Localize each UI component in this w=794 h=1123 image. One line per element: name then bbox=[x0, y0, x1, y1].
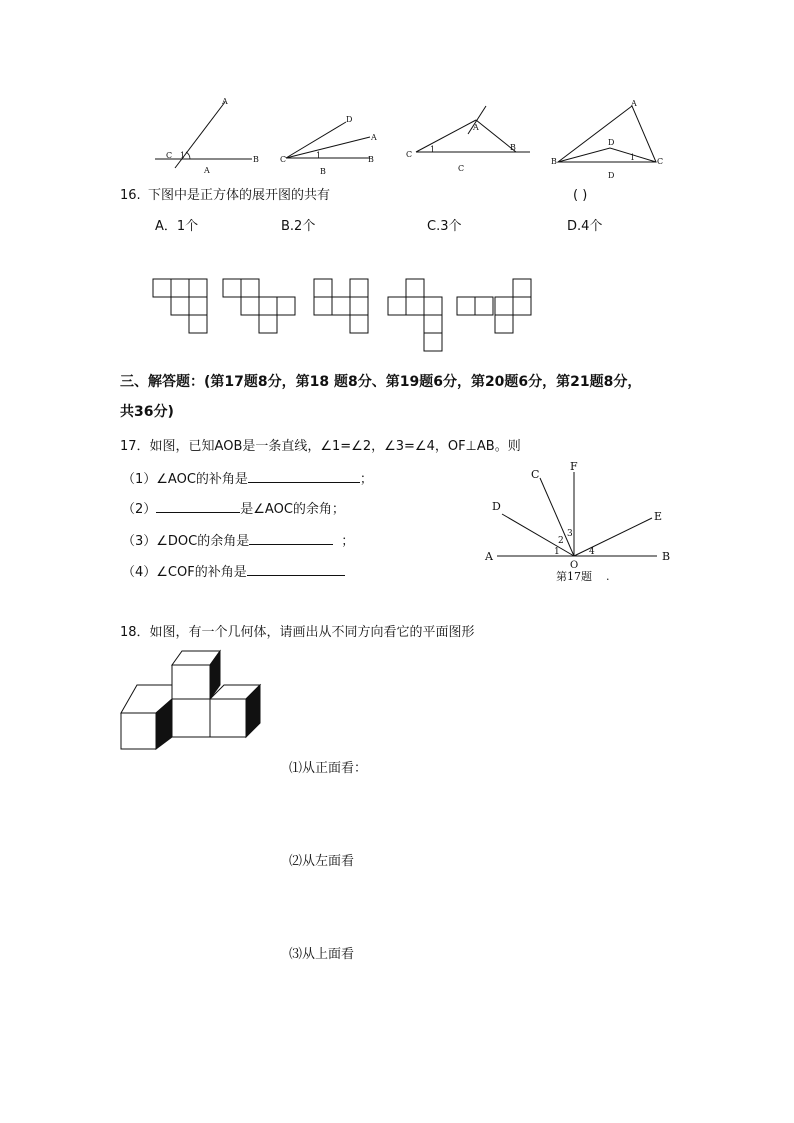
q16-cube-nets bbox=[150, 277, 540, 355]
fig3-label-C-left: C bbox=[406, 150, 413, 159]
q17-item-4-prefix: （4）∠COF的补角是 bbox=[122, 565, 247, 580]
q17-item-2-prefix: （2） bbox=[122, 502, 157, 517]
q17-label-F: F bbox=[570, 460, 578, 473]
section3-heading-line1: 三、解答题：(第17题8分，第18 题8分、第19题6分，第20题6分，第21题8分， bbox=[120, 374, 642, 390]
fig4-label-B: B bbox=[551, 157, 557, 166]
cube-net-4 bbox=[388, 279, 442, 351]
q16-number: 16. bbox=[120, 188, 141, 203]
q17-item-1-suffix: ； bbox=[359, 472, 373, 487]
q17-angle-3: 3 bbox=[567, 529, 573, 539]
q16-answer-paren: ( ) bbox=[573, 188, 588, 203]
q17-item-1-prefix: （1）∠AOC的补角是 bbox=[122, 472, 248, 487]
fig3-label-C-bottom: C bbox=[458, 164, 465, 173]
fig1-label-1: 1 bbox=[180, 151, 186, 160]
q18-stem: 18．如图，有一个几何体，请画出从不同方向看它的平面图形 bbox=[120, 625, 475, 640]
q18-view-left: ⑵从左面看 bbox=[289, 854, 355, 869]
q17-stem: 17．如图，已知AOB是一条直线，∠1=∠2，∠3=∠4，OF⊥AB。则 bbox=[120, 439, 521, 454]
q17-angle-figure bbox=[480, 456, 680, 586]
q15-figure-3 bbox=[404, 104, 534, 182]
fig4-label-1: 1 bbox=[630, 153, 636, 162]
q17-item-3-blank[interactable] bbox=[249, 532, 333, 545]
fig3-label-1: 1 bbox=[430, 145, 436, 154]
fig1-label-C: C bbox=[166, 151, 173, 160]
section3-heading-line2: 共36分) bbox=[120, 404, 174, 420]
q17-item-1 bbox=[122, 470, 373, 488]
q15-figure-2 bbox=[280, 110, 390, 180]
fig1-label-A-bottom: A bbox=[204, 166, 210, 175]
q15-figure-4 bbox=[548, 98, 672, 180]
q17-angle-4: 4 bbox=[589, 547, 595, 557]
q17-angle-1: 1 bbox=[554, 547, 560, 557]
q17-label-D: D bbox=[492, 500, 501, 513]
q18-cube-solid bbox=[118, 645, 268, 755]
q16-option-d: D.4个 bbox=[567, 219, 603, 234]
q16-option-a: A．1个 bbox=[155, 219, 199, 234]
q18-view-top: ⑶从上面看 bbox=[289, 947, 355, 962]
q17-item-1-blank[interactable] bbox=[248, 470, 360, 483]
fig4-label-A: A bbox=[631, 99, 637, 108]
fig1-label-B: B bbox=[253, 155, 259, 164]
q17-item-4-blank[interactable] bbox=[247, 563, 345, 576]
fig4-label-D-upper: D bbox=[608, 138, 615, 147]
q17-label-B: B bbox=[662, 550, 671, 563]
fig3-label-A: A bbox=[473, 123, 479, 132]
fig3-label-B: B bbox=[510, 143, 516, 152]
cube-net-5 bbox=[457, 279, 531, 333]
cube-net-3 bbox=[314, 279, 368, 333]
fig2-label-C: C bbox=[280, 155, 287, 164]
q17-label-C: C bbox=[531, 468, 540, 481]
fig1-label-A-top: A bbox=[222, 97, 228, 106]
cube-net-1 bbox=[153, 279, 207, 333]
q17-item-4 bbox=[122, 563, 345, 581]
fig2-label-B-right: B bbox=[368, 155, 374, 164]
q17-angle-2: 2 bbox=[558, 536, 564, 546]
q16-option-b: B.2个 bbox=[281, 219, 316, 234]
q17-caption: 第17题 bbox=[556, 570, 592, 583]
fig2-label-A: A bbox=[371, 133, 377, 142]
fig4-label-C: C bbox=[657, 157, 664, 166]
fig4-label-D-lower: D bbox=[608, 171, 615, 180]
q17-label-A: A bbox=[485, 550, 493, 563]
q17-item-3 bbox=[122, 532, 354, 550]
q16-option-c: C.3个 bbox=[427, 219, 462, 234]
q17-item-2-suffix: 是∠AOC的余角； bbox=[240, 502, 345, 517]
q17-item-2 bbox=[122, 500, 345, 518]
q17-caption-dot: . bbox=[606, 570, 610, 583]
cube-net-2 bbox=[223, 279, 295, 333]
q15-figure-1 bbox=[150, 92, 270, 182]
q17-item-2-blank[interactable] bbox=[156, 500, 240, 513]
fig2-label-B-bottom: B bbox=[320, 167, 326, 176]
q18-view-front: ⑴从正面看： bbox=[289, 761, 368, 776]
q17-item-3-suffix: ； bbox=[341, 534, 355, 549]
q17-label-E: E bbox=[654, 510, 663, 523]
q16-stem: 下图中是正方体的展开图的共有 bbox=[148, 188, 331, 203]
fig2-label-1: 1 bbox=[316, 151, 322, 160]
q17-item-3-prefix: （3）∠DOC的余角是 bbox=[122, 534, 250, 549]
fig2-label-D: D bbox=[346, 115, 353, 124]
q17-label-O: O bbox=[570, 560, 579, 571]
